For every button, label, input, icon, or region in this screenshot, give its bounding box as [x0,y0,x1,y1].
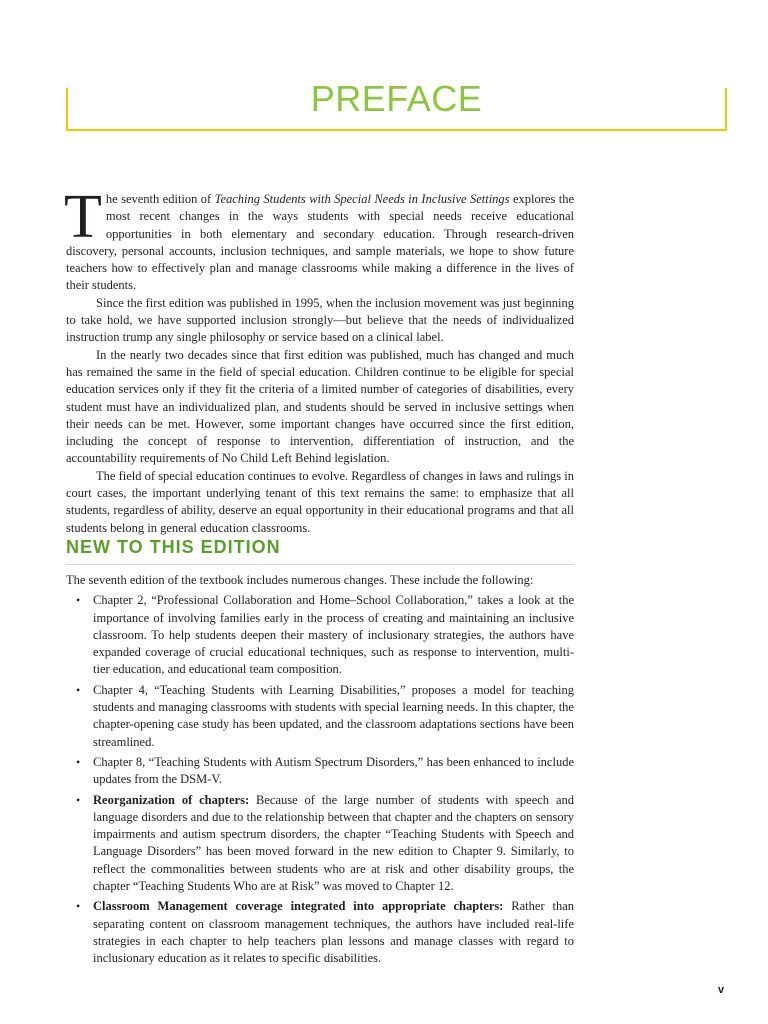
section-intro: The seventh edition of the textbook includes numerous changes. These include the following: [66,573,534,587]
item-text: Rather than separating content on classroom management techniques, the authors have included real-life strategies in each chapter to help teachers plan lessons and manage classes with regard to inclusionary education as it relates to specific disabilities. [93,899,574,966]
bullet-icon: • [76,899,81,914]
item-lead: Classroom Management coverage integrated into appropriate chapters: [93,899,504,914]
list-item [66,592,574,678]
list-item [66,682,574,751]
paragraph-1 [64,183,574,295]
item-lead: Reorganization of chapters: [93,792,250,807]
page-title: PREFACE [310,78,483,119]
paragraph-4: The field of special education continues to evolve. Regardless of changes in laws and rulings in court cases, the important underlying tenant of this text remains the same: to emphasize that all students, regardless of ability, deserve an equal opportunity in their educational programs and that all students belong in general education classrooms. [66,468,574,535]
list-item [66,792,574,896]
bullet-icon: • [76,593,81,608]
section-heading: NEW TO THIS EDITION [66,537,574,565]
paragraph-1-start: he seventh edition of [105,192,215,206]
bullet-icon: • [76,682,81,697]
item-text: Chapter 8, “Teaching Students with Autism Spectrum Disorders,” has been enhanced to include updates from the DSM-V. [93,754,574,787]
bullet-icon: • [76,754,81,769]
preface-body [64,183,574,537]
changes-list [66,592,574,967]
item-text: Chapter 2, “Professional Collaboration and Home–School Collaboration,” takes a look at the importance of involving families early in the process of creating and maintaining an inclusive classroom. To help students deepen their mastery of inclusionary strategies, the authors have expanded coverage of crucial educational techniques, such as response to intervention, multi-tier education, and educational team composition. [93,593,574,677]
item-text: Chapter 4, “Teaching Students with Learning Disabilities,” proposes a model for teaching students and managing classrooms with students with special learning needs. In this chapter, the chapter-opening case study has been updated, and the classroom adaptations sections have been streamlined. [93,682,574,749]
bullet-icon: • [76,792,81,807]
page-number: v [718,984,725,996]
book-title: Teaching Students with Special Needs in Inclusive Settings [214,192,510,206]
paragraph-3: In the nearly two decades since that first edition was published, much has changed and much has remained the same in the field of special education. Children continue to be eligible for special education services only if they fit the criteria of a limited number of categories of disabilities, every student must have an individualized plan, and students should be served in inclusive settings when their needs can be met. However, some important changes have occurred since the first edition, including the concept of response to intervention, differentiation of instruction, and the accountability requirements of No Child Left Behind legislation. [66,347,574,466]
paragraph-1-rest: explores the most recent changes in the ways students with special needs receive educational opportunities in both elementary and secondary education. Through research-driven discovery, personal accounts, inclusion techniques, and sample materials, we hope to show future teachers how to effectively plan and manage classrooms while making a difference in the lives of their students. [66,192,574,293]
list-item [66,754,574,789]
new-edition-section [66,572,574,971]
drop-cap: T [64,183,102,251]
paragraph-2: Since the first edition was published in 1995, when the inclusion movement was just beginning to take hold, we have supported inclusion strongly—but believe that the needs of individualized instruction trump any single philosophy or service based on a clinical label. [66,295,574,345]
item-text: Because of the large number of students with speech and language disorders and due to the relationship between that chapter and the chapters on sensory impairments and autism spectrum disorders, the chapter “Teaching Students with Speech and Language Disorders” has been moved forward in the new edition to Chapter 9. Similarly, to reflect the commonalities between students who are at risk and other disability groups, the chapter “Teaching Students Who are at Risk” was moved to Chapter 12. [93,792,574,894]
list-item [66,898,574,967]
